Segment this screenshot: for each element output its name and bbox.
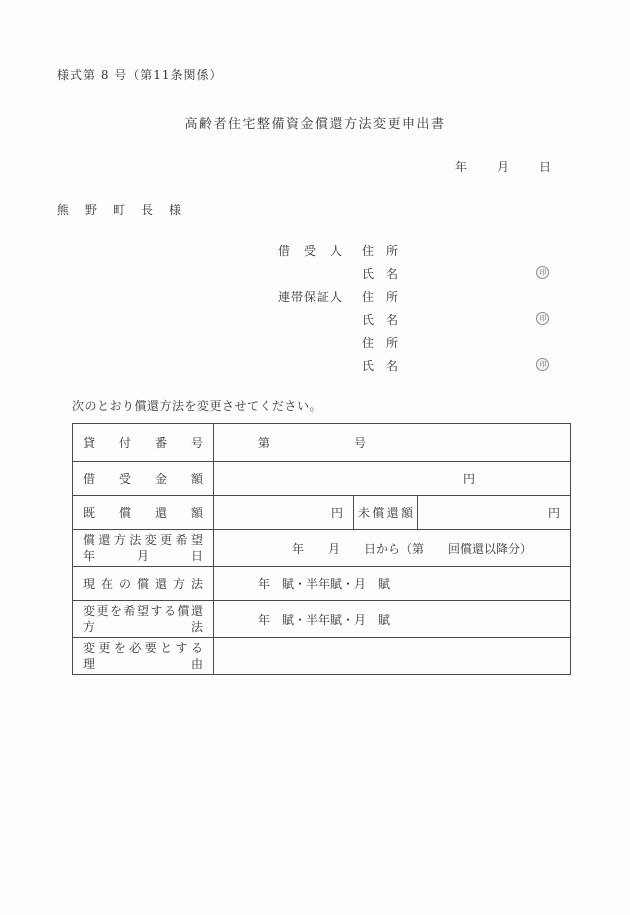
desired-method-label-cell: 変更を希望する償還 方法 xyxy=(73,601,214,638)
current-method-value-cell: 年 賦・半年賦・月 賦 xyxy=(214,567,571,601)
loan-number-value-cell: 第 号 xyxy=(214,424,571,462)
address-field-label: 住 所 xyxy=(362,336,399,350)
table-row-reason xyxy=(73,638,571,675)
instruction-text: 次のとおり償還方法を変更させてください。 xyxy=(72,399,323,413)
signature-block xyxy=(278,239,560,377)
signatory-line-guarantor2-name xyxy=(278,354,560,377)
loan-number-label-cell: 貸付番号 xyxy=(73,424,214,462)
date-day-label: 日 xyxy=(539,160,552,174)
table-row-repaid-amount xyxy=(73,496,571,530)
current-method-label-cell: 現在の償還方法 xyxy=(73,567,214,601)
signatory-role-label: 借 受 人 xyxy=(278,244,344,258)
signatory-line-guarantor-address xyxy=(278,285,560,308)
table-row-current-method xyxy=(73,567,571,601)
date-line xyxy=(455,158,551,175)
repaid-amount-label-cell: 既償還額 xyxy=(73,496,214,530)
date-year-label: 年 xyxy=(455,160,468,174)
name-field-label: 氏 名 xyxy=(362,313,399,327)
addressee: 熊 野 町 長 様 xyxy=(57,203,184,217)
unrepaid-amount-label-cell: 未償還額 xyxy=(354,496,418,530)
loan-amount-value-cell: 円 xyxy=(214,462,571,496)
table-row-loan-number xyxy=(73,424,571,462)
name-field-label: 氏 名 xyxy=(362,359,399,373)
change-date-value-cell: 年 月 日から（第 回償還以降分） xyxy=(214,530,571,567)
address-field-label: 住 所 xyxy=(362,290,399,304)
signatory-line-borrower-name xyxy=(278,262,560,285)
reason-label-cell: 変更を必要とする 理由 xyxy=(73,638,214,675)
date-month-label: 月 xyxy=(497,160,510,174)
table-row-change-date xyxy=(73,530,571,567)
seal-icon: 印 xyxy=(536,312,549,325)
change-date-label-cell: 償還方法変更希望 年月日 xyxy=(73,530,214,567)
form-number: 様式第 8 号（第11条関係） xyxy=(57,68,223,82)
desired-method-value-cell: 年 賦・半年賦・月 賦 xyxy=(214,601,571,638)
unrepaid-amount-value-cell: 円 xyxy=(418,496,571,530)
repayment-change-table xyxy=(72,423,571,675)
table-row-loan-amount xyxy=(73,462,571,496)
repaid-amount-value-cell: 円 xyxy=(214,496,354,530)
reason-value-cell xyxy=(214,638,571,675)
seal-icon: 印 xyxy=(536,266,549,279)
seal-icon: 印 xyxy=(536,358,549,371)
name-field-label: 氏 名 xyxy=(362,267,399,281)
address-field-label: 住 所 xyxy=(362,244,399,258)
signatory-role-label: 連帯保証人 xyxy=(278,290,344,304)
signatory-line-guarantor-name xyxy=(278,308,560,331)
page-title: 高齢者住宅整備資金償還方法変更申出書 xyxy=(184,117,446,132)
signatory-line-guarantor2-address xyxy=(278,331,560,354)
table-row-desired-method xyxy=(73,601,571,638)
loan-amount-label-cell: 借受金額 xyxy=(73,462,214,496)
signatory-line-borrower-address xyxy=(278,239,560,262)
